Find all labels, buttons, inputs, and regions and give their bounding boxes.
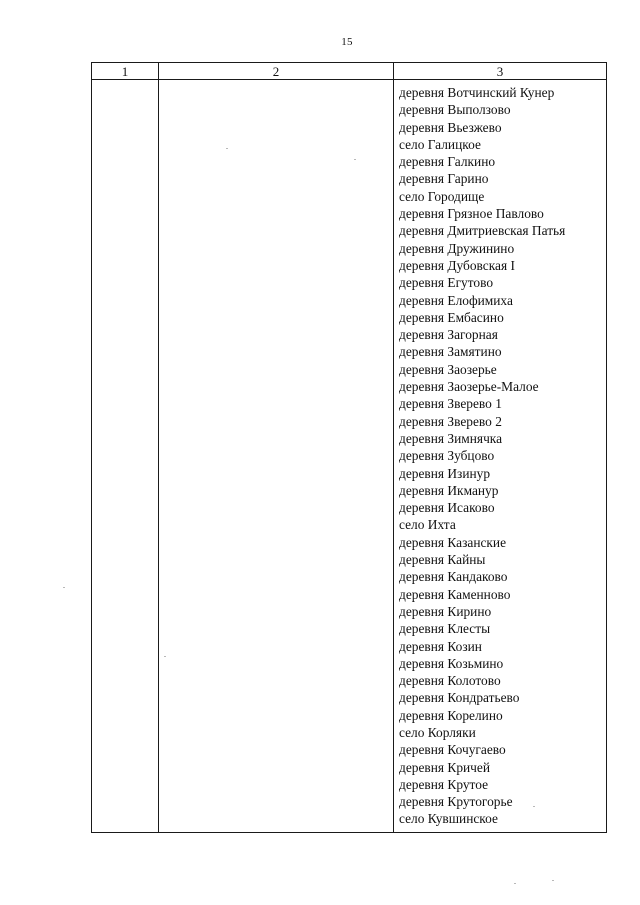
scan-speck — [533, 806, 535, 807]
list-item: деревня Загорная — [399, 327, 498, 343]
list-item: деревня Козин — [399, 638, 482, 654]
scan-speck — [63, 587, 65, 588]
list-item: деревня Кирино — [399, 603, 492, 619]
scan-speck — [514, 883, 516, 884]
list-item: деревня Кочугаево — [399, 742, 506, 758]
list-item: деревня Зверево 1 — [399, 396, 502, 412]
column-1-cell — [92, 80, 159, 833]
list-item: деревня Кондратьево — [399, 690, 520, 706]
list-item: деревня Замятино — [399, 344, 502, 360]
list-item: деревня Вьезжево — [399, 119, 502, 135]
list-item: деревня Кричей — [399, 759, 491, 775]
list-item: деревня Исаково — [399, 500, 495, 516]
list-item: деревня Казанские — [399, 534, 507, 550]
scan-speck — [226, 148, 228, 149]
list-item: деревня Зубцово — [399, 448, 495, 464]
list-item: деревня Галкино — [399, 154, 496, 170]
list-item: деревня Заозерье — [399, 361, 497, 377]
table-row — [92, 80, 607, 833]
list-item: деревня Зимнячка — [399, 430, 503, 446]
list-item: село Галицкое — [399, 136, 481, 152]
list-item: село Кувшинское — [399, 811, 498, 827]
settlements-table — [91, 62, 607, 833]
column-header-2: 2 — [159, 63, 394, 80]
list-item: деревня Козьмино — [399, 655, 504, 671]
list-item: деревня Кайны — [399, 552, 486, 568]
column-2-cell — [159, 80, 394, 833]
list-item: деревня Кандаково — [399, 569, 508, 585]
settlement-list — [399, 84, 606, 828]
list-item: деревня Грязное Павлово — [399, 206, 544, 222]
list-item: деревня Икманур — [399, 482, 499, 498]
scan-speck — [354, 159, 356, 160]
list-item: село Корляки — [399, 724, 476, 740]
list-item: деревня Крутое — [399, 776, 489, 792]
list-item: деревня Крутогорье — [399, 794, 513, 810]
list-item: село Ихта — [399, 517, 456, 533]
list-item: деревня Выползово — [399, 102, 511, 118]
list-item: деревня Колотово — [399, 673, 501, 689]
list-item: деревня Зверево 2 — [399, 413, 502, 429]
list-item: деревня Изинур — [399, 465, 491, 481]
table-header-row — [92, 63, 607, 80]
list-item: деревня Гарино — [399, 171, 489, 187]
list-item: деревня Дмитриевская Патья — [399, 223, 566, 239]
list-item: деревня Елофимиха — [399, 292, 513, 308]
scan-speck — [552, 880, 554, 881]
column-3-cell — [394, 80, 607, 833]
page-number: 15 — [341, 36, 353, 48]
list-item: село Городище — [399, 188, 485, 204]
list-item: деревня Егутово — [399, 275, 494, 291]
list-item: деревня Клесты — [399, 621, 491, 637]
scan-speck — [164, 656, 166, 657]
list-item: деревня Корелино — [399, 707, 503, 723]
column-header-1: 1 — [92, 63, 159, 80]
list-item: деревня Заозерье-Малое — [399, 379, 539, 395]
list-item: деревня Дубовская I — [399, 257, 515, 273]
list-item: деревня Ембасино — [399, 309, 504, 325]
list-item: деревня Вотчинский Кунер — [399, 85, 555, 100]
list-item: деревня Дружинино — [399, 240, 515, 256]
list-item: деревня Каменново — [399, 586, 511, 602]
column-header-3: 3 — [394, 63, 607, 80]
